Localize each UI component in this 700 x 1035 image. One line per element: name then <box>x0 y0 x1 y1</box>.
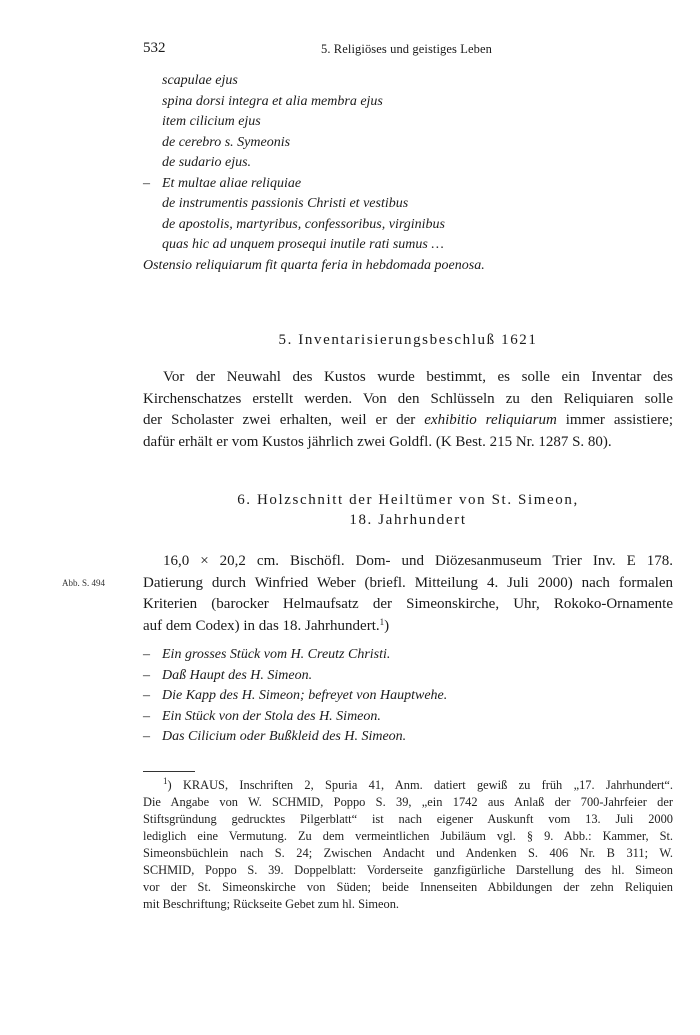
relic-list <box>143 73 663 278</box>
footnote-line: vor der St. Simeonskirche von Süden; beide Innenseiten Abbildungen der zehn Reliquien <box>143 880 673 894</box>
list-item: spina dorsi integra et alia membra ejus <box>162 93 383 109</box>
paragraph-line: Kirchenschatzes erstellt werden. Von den Schlüsseln zu den Reliquiaren solle <box>143 390 673 407</box>
list-item: – Die Kapp des H. Simeon; befreyet von Hauptwehe. <box>143 688 448 703</box>
list-item: item cilicium ejus <box>162 114 261 129</box>
page-number: 532 <box>143 40 166 56</box>
list-item: – Et multae aliae reliquiae <box>143 175 302 191</box>
margin-note: Abb. S. 494 <box>62 578 106 588</box>
relic-items-list <box>143 647 663 750</box>
list-item: – Ein grosses Stück vom H. Creutz Christi. <box>143 647 391 662</box>
list-item: Ostensio reliquiarum fit quarta feria in hebdomada poenosa. <box>143 257 485 273</box>
list-item: – Das Cilicium oder Bußkleid des H. Simeon. <box>143 729 407 744</box>
footnote-separator <box>143 771 195 772</box>
list-item: de cerebro s. Symeonis <box>162 134 291 150</box>
paragraph-line: 16,0 × 20,2 cm. Bischöfl. Dom- und Diözesanmuseum Trier Inv. E 178. <box>163 553 673 569</box>
section6-paragraph <box>143 551 673 637</box>
running-head: 5. Religiöses und geistiges Leben <box>321 42 492 56</box>
paragraph-line: auf dem Codex) in das 18. Jahrhundert.$^1$) <box>143 616 390 634</box>
list-item: – Daß Haupt des H. Simeon. <box>143 667 313 683</box>
heading-line: 18. Jahrhundert <box>349 512 467 528</box>
page-header <box>143 40 673 60</box>
paragraph-line: der Scholaster zwei erhalten, weil er der exhibitio reliquiarum immer assistiere; <box>143 412 673 428</box>
footnote-reference[interactable]: 1 <box>379 616 385 627</box>
footnote-line: Simeonsbüchlein nach S. 24; Zwischen Andacht und Andenken S. 406 Nr. B 311; W. <box>143 846 673 860</box>
list-item: quas hic ad unquem prosequi inutile rati sumus … <box>162 237 444 252</box>
paragraph-line: dafür erhält er vom Kustos jährlich zwei Goldfl. (K Best. 215 Nr. 1287 S. 80). <box>143 433 612 450</box>
list-item: de sudario ejus. <box>162 155 252 170</box>
section5-paragraph <box>143 367 673 453</box>
paragraph-line: Vor der Neuwahl des Kustos wurde bestimmt, es solle ein Inventar des <box>163 369 673 385</box>
paragraph-line: Datierung durch Winfried Weber (briefl. Mitteilung 4. Juli 2000) nach formalen <box>143 574 673 591</box>
footnote-line: Die Angabe von W. SCHMID, Poppo S. 39, „ein 1742 aus Anlaß der 700-Jahrfeier der <box>143 795 673 809</box>
paragraph-line: Kriterien (barocker Helmaufsatz der Simeonskirche, Uhr, Rokoko-Ornamente <box>143 596 673 612</box>
footnote-line: SCHMID, Poppo S. 39. Doppelblatt: Vorderseite ganzfigürliche Darstellung des hl. Simeon <box>143 863 673 877</box>
footnote-marker: 1 <box>163 776 168 786</box>
heading-line: 6. Holzschnitt der Heiltümer von St. Simeon, <box>237 492 579 508</box>
italic-term: exhibitio reliquiarum <box>424 412 557 428</box>
footnote <box>143 777 673 913</box>
list-item: de apostolis, martyribus, confessoribus, virginibus <box>162 216 445 232</box>
footnote-line: lediglich eine Vermutung. Zu dem vermeintlichen Jubiläum vgl. § 9. Abb.: Kammer, St. <box>143 829 673 843</box>
section-heading-6 <box>143 490 673 530</box>
footnote-line: Stiftsgründung gedrucktes Pilgerblatt“ ist nach eigener Auskunft vom 13. Juli 2000 <box>143 812 673 826</box>
footnote-line: $^1$) KRAUS, Inschriften 2, Spuria 41, Anm. datiert gewiß zu früh „17. Jahrhundert“. <box>163 776 673 792</box>
section-heading-5: 5. Inventarisierungsbeschluß 1621 <box>278 332 538 348</box>
list-item: scapulae ejus <box>162 73 238 88</box>
list-item: de instrumentis passionis Christi et vestibus <box>162 196 409 211</box>
list-item: – Ein Stück von der Stola des H. Simeon. <box>143 708 381 724</box>
footnote-line: mit Beschriftung; Rückseite Gebet zum hl. Simeon. <box>143 897 400 911</box>
